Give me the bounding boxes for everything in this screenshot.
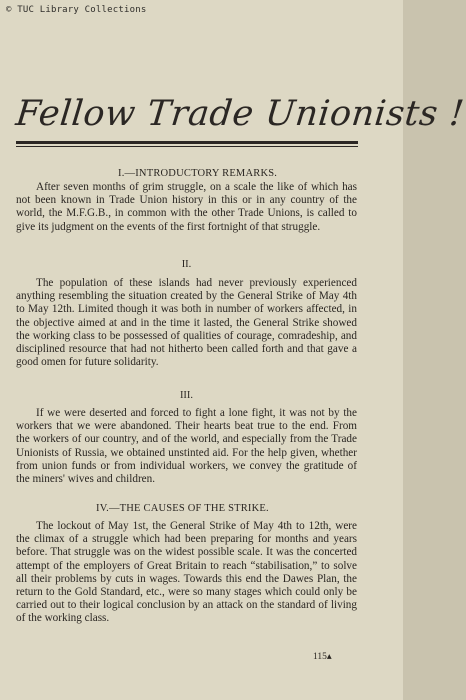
section-2-heading: II. xyxy=(181,259,192,270)
section-4-paragraph: The lockout of May 1st, the General Strike of May 4th to 12th, were the climax of a struggle which had been preparing for months and years before. That struggle was on the widest possible scale. It was the concerted attempt of the employers of Great Britain to reach “stabilisation,” to solve all their problems by cuts in wages. Towards this end the Dawes Plan, the return to the Gold Standard, etc., were so many stages which could only be carried out to their logical conclusion by an attack on the standard of living of the working class. xyxy=(16,520,357,625)
section-3-paragraph: If we were deserted and forced to fight a lone fight, it was not by the workers that we were abandoned. Their hearts beat true to the end. From the workers of our country, and of the world, and especially from the Trade Unionists of Russia, we obtained unstinted aid. For the help given, whether from union funds or from individual workers, we convey the gratitude of the miners' wives and children. xyxy=(16,407,357,486)
section-4-heading: IV.—THE CAUSES OF THE STRIKE. xyxy=(96,503,269,514)
section-3-heading: III. xyxy=(179,390,194,401)
title-rule-thin xyxy=(16,146,358,147)
section-1-paragraph: After seven months of grim struggle, on a scale the like of which has not been known in Trade Union history in this or in any country of the world, the M.F.G.B., in common with the other Trade Unions, is called to give its judgment on the events of the first fortnight of that struggle. xyxy=(16,181,357,233)
watermark: © TUC Library Collections xyxy=(6,5,147,15)
section-1-heading: I.—INTRODUCTORY REMARKS. xyxy=(118,168,278,179)
title-rule-thick xyxy=(16,141,358,144)
page-number: 115▴ xyxy=(313,652,332,662)
page-title: Fellow Trade Unionists ! xyxy=(13,94,466,134)
section-2-paragraph: The population of these islands had never previously experienced anything resembling the situation created by the General Strike of May 4th to May 12th. Limited though it was both in number of workers affected, in the objective aimed at and in the time it lasted, the General Strike showed the working class to be possessed of qualities of courage, comradeship, and disciplined resource that had not hitherto been called forth and that gave a good omen for future solidarity. xyxy=(16,277,357,369)
